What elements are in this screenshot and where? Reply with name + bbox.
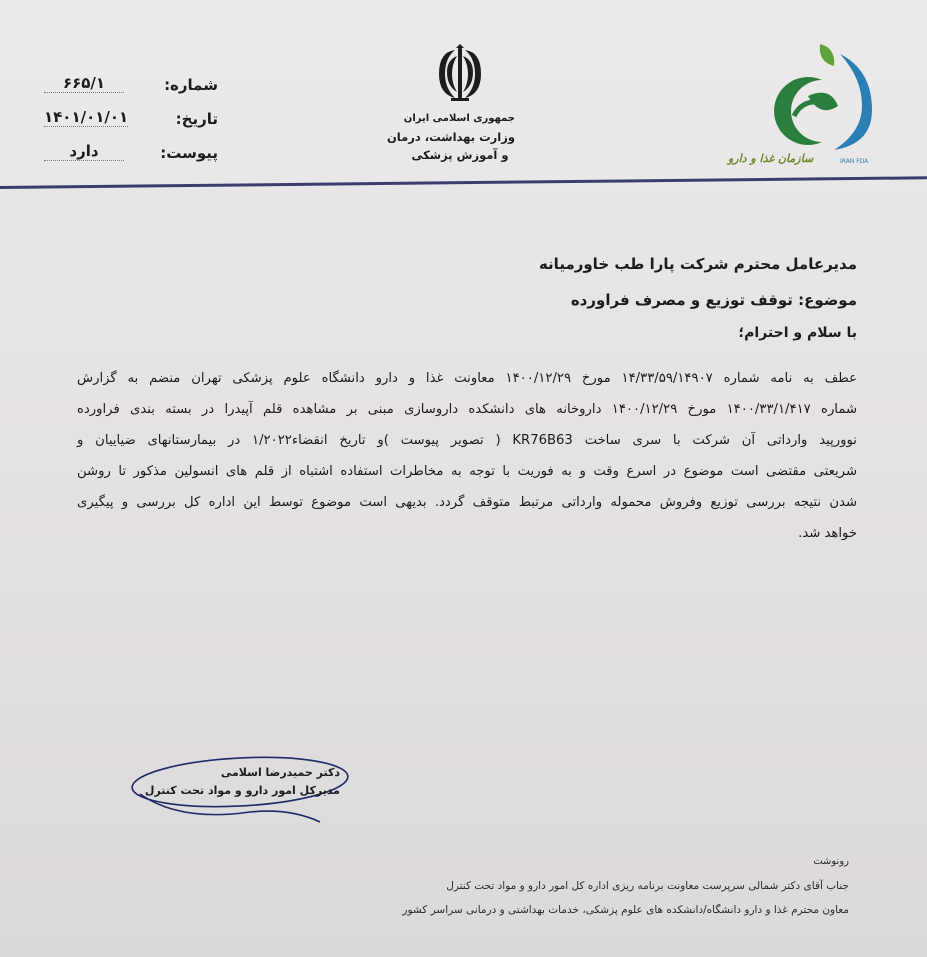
copies-block [89, 850, 849, 922]
date-row [38, 106, 218, 140]
paragraph-line: شدن نتیجه بررسی توزیع وفروش محموله وارداتی مرتبط متوقف گردد. بدیهی است موضوع توسط این اداره کل بررسی و پیگیری [77, 495, 857, 510]
header-divider [0, 176, 927, 189]
attachment-row [38, 140, 218, 174]
paragraph-line: نوورپید وارداتی آن شرکت با سری ساخت KR76B63 ( تصویر پیوست )و تاریخ انقضاء۱/۲۰۲۲ در بیمارستانهای ضیاییان و [77, 433, 857, 448]
attachment-value: دارد [44, 142, 124, 161]
number-row [38, 72, 218, 106]
date-label: تاریخ: [175, 110, 218, 128]
ministry-emblem [386, 44, 515, 164]
copies-title: رونوشت [813, 856, 849, 867]
signature-block [120, 752, 360, 832]
addressee: مدیرعامل محترم شرکت پارا طب خاورمیانه [538, 255, 857, 273]
copies-line-1: جناب آقای دکتر شمالی سرپرست معاونت برنامه ریزی اداره کل امور دارو و مواد تحت کنترل [446, 880, 849, 892]
number-value: ۶۶۵/۱ [44, 74, 124, 93]
fda-logo [722, 40, 892, 180]
signer-name: دکتر حمیدرضا اسلامی [220, 766, 340, 779]
letter-meta [38, 72, 218, 174]
fda-logo-text: سازمان غذا و دارو [728, 152, 814, 165]
signer-title: مدیرکل امور دارو و مواد تحت کنترل [144, 784, 340, 797]
signer-info [145, 764, 340, 800]
number-label: شماره: [164, 76, 218, 94]
iran-emblem-icon [429, 44, 491, 106]
letter-body [77, 255, 857, 549]
subject-line: موضوع: توقف توزیع و مصرف فراورده [570, 291, 857, 309]
fda-logo-icon [722, 40, 892, 160]
date-value: ۱۴۰۱/۰۱/۰۱ [44, 108, 129, 126]
paragraph-line: خواهد شد. [798, 526, 857, 541]
copies-line-2: معاون محترم غذا و دارو دانشگاه/دانشکده های علوم پزشکی، خدمات بهداشتی و درمانی سراسر کشور [402, 904, 849, 916]
attachment-label: پیوست: [160, 144, 218, 162]
ministry-name [386, 110, 515, 164]
ministry-line-3: و آموزش پزشکی [411, 148, 509, 162]
paragraph-line: شریعتی مقتضی است موضوع در اسرع وقت و به فوریت با توجه به مخاطرات استفاده اشتباه از قلم های انسولین مذکور تا روشن [77, 464, 857, 479]
ministry-line-1: جمهوری اسلامی ایران [403, 113, 515, 124]
greeting: با سلام و احترام؛ [738, 325, 857, 341]
paragraph-line: شماره ۱۴۰۰/۳۳/۱/۴۱۷ مورخ ۱۴۰۰/۱۲/۲۹ داروخانه های دانشکده داروسازی مبنی بر مشاهده قلم آپیدرا در بسته بندی فراورده [77, 402, 857, 417]
ministry-line-2: وزارت بهداشت، درمان [386, 130, 515, 144]
fda-logo-english: IRAN FDA [840, 158, 869, 165]
letter-paragraph [77, 363, 857, 549]
paragraph-line: عطف به نامه شماره ۱۴/۳۳/۵۹/۱۴۹۰۷ مورخ ۱۴۰۰/۱۲/۲۹ معاونت غذا و دارو دانشگاه علوم پزشکی تهران منضم به گزارش [77, 371, 857, 386]
